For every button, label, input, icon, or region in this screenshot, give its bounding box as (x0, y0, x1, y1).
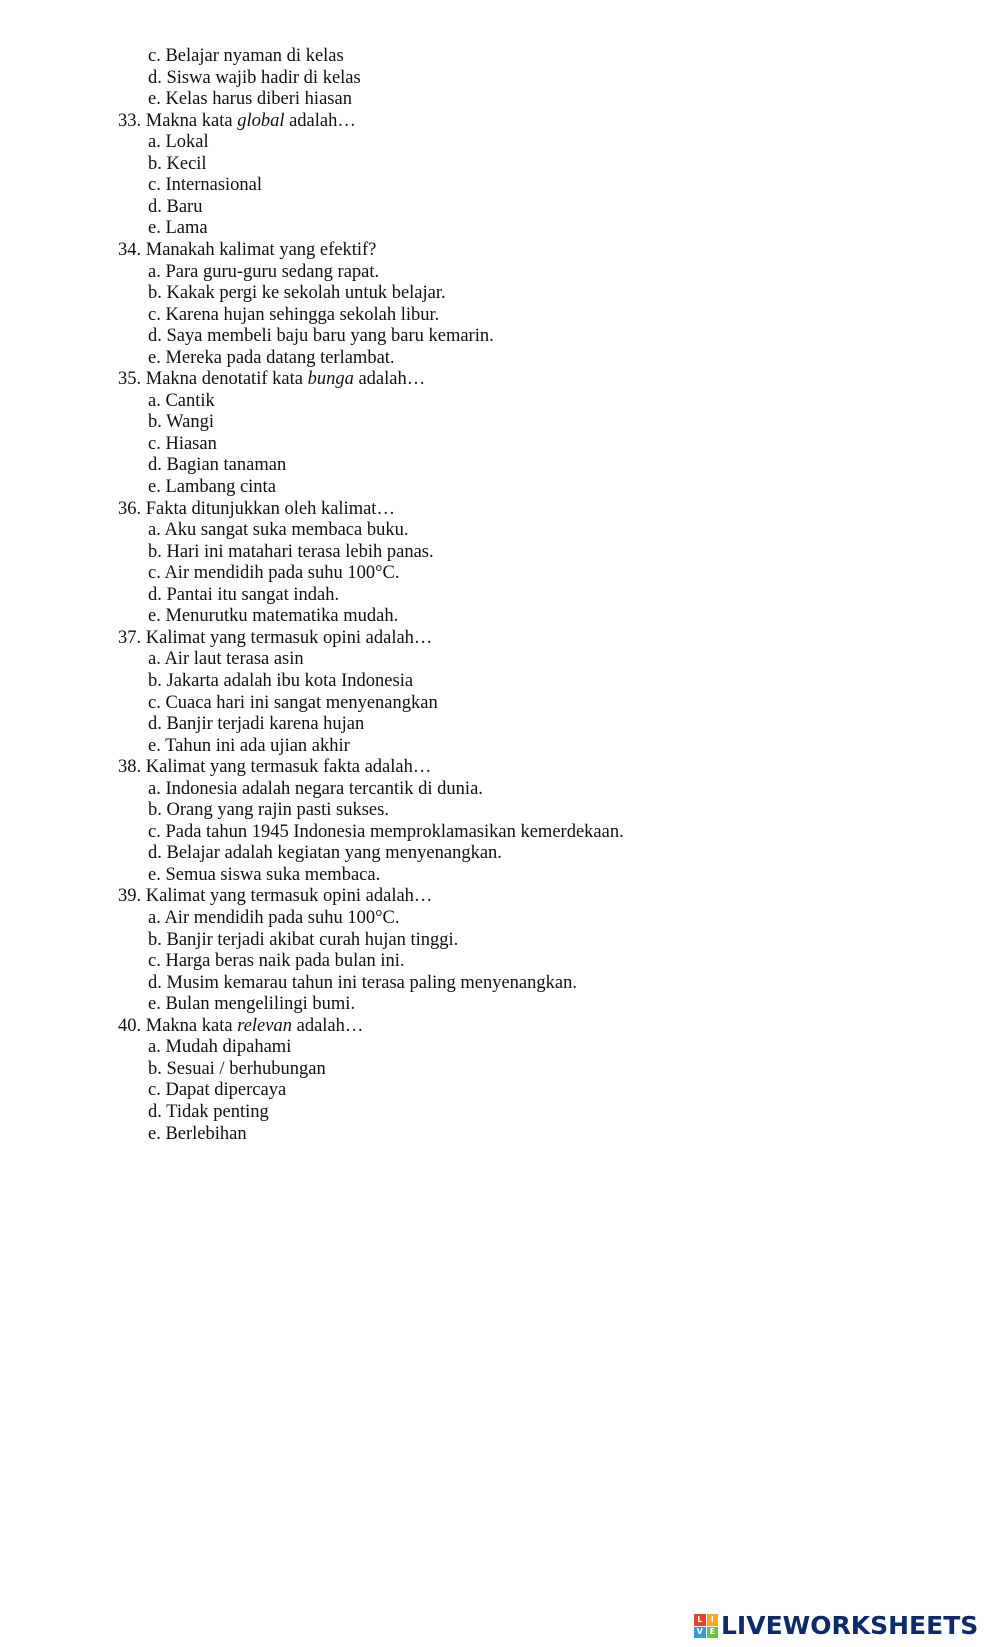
liveworksheets-logo-icon (694, 1614, 718, 1638)
logo-mark-cell: V (694, 1627, 706, 1639)
question-text (118, 239, 376, 261)
question-text (118, 498, 395, 520)
answer-option: a. Aku sangat suka membaca buku. (148, 520, 409, 541)
question-keyword: relevan (237, 1015, 292, 1036)
question-keyword: global (237, 110, 285, 131)
question-text-part: adalah… (353, 369, 426, 390)
answer-option: b. Kakak pergi ke sekolah untuk belajar. (148, 283, 446, 304)
question-text (118, 627, 432, 649)
answer-option: e. Lambang cinta (148, 477, 276, 497)
question-text (118, 110, 356, 132)
liveworksheets-logo[interactable] (694, 1612, 978, 1640)
answer-option: e. Semua siswa suka membaca. (148, 864, 381, 885)
answer-option: b. Banjir terjadi akibat curah hujan tinggi. (148, 929, 459, 950)
question-text-part: 38. Kalimat yang termasuk fakta adalah… (118, 757, 432, 778)
question-text-part: 40. Makna kata (118, 1015, 238, 1036)
question-text (118, 885, 432, 907)
answer-option: c. Hiasan (148, 433, 217, 454)
answer-option: b. Jakarta adalah ibu kota Indonesia (148, 670, 414, 691)
answer-option: c. Pada tahun 1945 Indonesia memproklamasikan kemerdekaan. (148, 821, 624, 842)
logo-text: LIVEWORKSHEETS (721, 1611, 979, 1640)
logo-mark-cell: E (707, 1627, 719, 1639)
answer-option: e. Bulan mengelilingi bumi. (148, 994, 356, 1015)
answer-option: d. Tidak penting (148, 1101, 269, 1122)
question-text-part: 35. Makna denotatif kata (118, 369, 308, 390)
question-text (118, 756, 431, 778)
answer-option: d. Pantai itu sangat indah. (148, 584, 340, 605)
question-text (118, 1015, 363, 1037)
question-text-part: 37. Kalimat yang termasuk opini adalah… (118, 627, 433, 648)
question-text (118, 368, 425, 390)
answer-option: e. Tahun ini ada ujian akhir (148, 735, 350, 756)
answer-option: c. Cuaca hari ini sangat menyenangkan (148, 692, 438, 713)
answer-option: b. Wangi (148, 412, 214, 433)
answer-option: c. Belajar nyaman di kelas (148, 46, 344, 66)
question-text-part: 36. Fakta ditunjukkan oleh kalimat… (118, 498, 395, 519)
answer-option: b. Hari ini matahari terasa lebih panas. (148, 541, 434, 562)
answer-option: b. Kecil (148, 153, 207, 174)
answer-option: b. Orang yang rajin pasti sukses. (148, 800, 389, 821)
answer-option: d. Bagian tanaman (148, 455, 287, 476)
answer-option: e. Menurutku matematika mudah. (148, 606, 399, 627)
answer-option: a. Air laut terasa asin (148, 649, 304, 670)
answer-option: d. Belajar adalah kegiatan yang menyenangkan. (148, 843, 502, 864)
answer-option: d. Saya membeli baju baru yang baru kemarin. (148, 326, 494, 347)
answer-option: c. Dapat dipercaya (148, 1080, 287, 1101)
answer-option: e. Berlebihan (148, 1123, 247, 1144)
answer-option: a. Cantik (148, 390, 215, 411)
answer-option: a. Air mendidih pada suhu 100°C. (148, 908, 400, 928)
answer-option: a. Mudah dipahami (148, 1037, 292, 1058)
answer-option: c. Harga beras naik pada bulan ini. (148, 951, 405, 972)
answer-option: d. Banjir terjadi karena hujan (148, 714, 365, 735)
answer-option: e. Lama (148, 218, 208, 239)
answer-option: e. Mereka pada datang terlambat. (148, 347, 395, 368)
logo-mark-cell: I (707, 1614, 719, 1626)
answer-option: c. Air mendidih pada suhu 100°C. (148, 563, 400, 584)
answer-option: c. Karena hujan sehingga sekolah libur. (148, 304, 440, 325)
question-text-part: 33. Makna kata (118, 110, 238, 131)
answer-option: e. Kelas harus diberi hiasan (148, 89, 352, 110)
question-text-part: 39. Kalimat yang termasuk opini adalah… (118, 886, 433, 907)
answer-option: a. Lokal (148, 132, 209, 153)
question-keyword: bunga (307, 369, 354, 390)
answer-option: d. Baru (148, 196, 203, 217)
question-text-part: 34. Manakah kalimat yang efektif? (118, 239, 377, 260)
question-text-part: adalah… (284, 110, 356, 131)
answer-option: a. Para guru-guru sedang rapat. (148, 261, 380, 282)
logo-mark-cell: L (694, 1614, 706, 1626)
answer-option: a. Indonesia adalah negara tercantik di dunia. (148, 778, 483, 799)
answer-option: c. Internasional (148, 175, 263, 196)
answer-option: b. Sesuai / berhubungan (148, 1058, 326, 1079)
answer-option: d. Siswa wajib hadir di kelas (148, 67, 361, 88)
question-text-part: adalah… (291, 1015, 364, 1036)
answer-option: d. Musim kemarau tahun ini terasa paling menyenangkan. (148, 972, 577, 993)
